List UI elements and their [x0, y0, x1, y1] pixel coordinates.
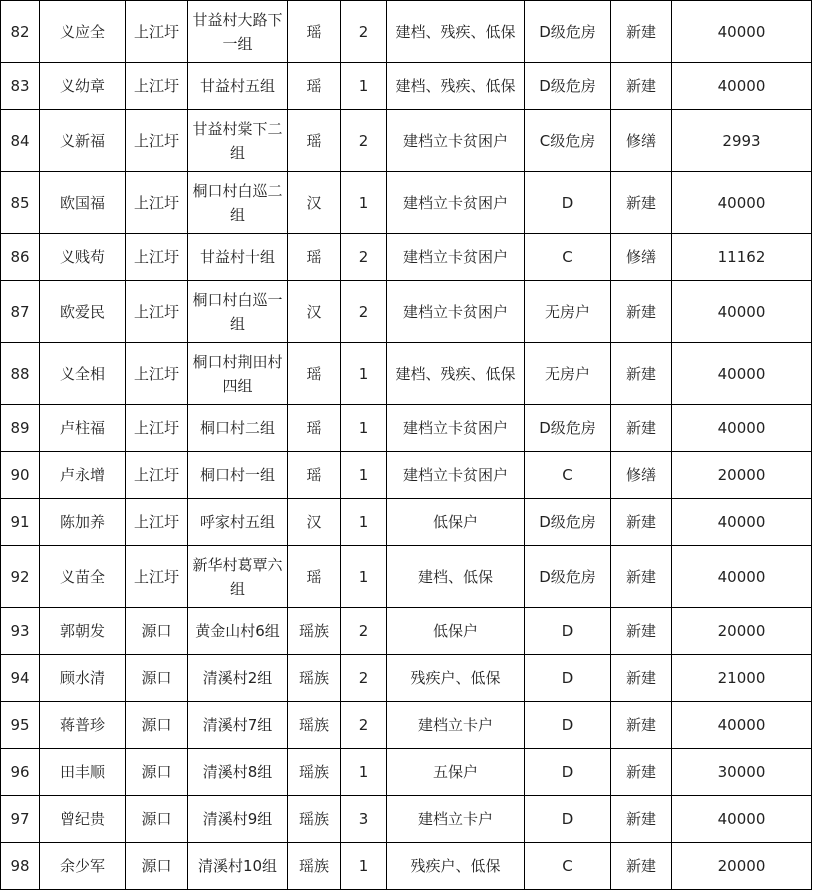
town-cell: 上江圩	[126, 1, 188, 63]
method-cell: 新建	[611, 796, 672, 843]
village-cell: 桐口村白巡二组	[188, 172, 288, 234]
ethnicity-cell: 汉	[288, 499, 341, 546]
name-cell: 卢永增	[40, 452, 126, 499]
village-cell: 桐口村荆田村四组	[188, 343, 288, 405]
town-cell: 上江圩	[126, 234, 188, 281]
table-row	[1, 234, 812, 281]
row-number: 96	[1, 749, 40, 796]
table-row	[1, 702, 812, 749]
household-size-cell: 3	[341, 796, 387, 843]
town-cell: 源口	[126, 702, 188, 749]
ethnicity-cell: 瑶族	[288, 843, 341, 890]
name-cell: 陈加养	[40, 499, 126, 546]
amount-cell: 2993	[672, 110, 812, 172]
town-cell: 源口	[126, 655, 188, 702]
ethnicity-cell: 瑶	[288, 1, 341, 63]
method-cell: 新建	[611, 405, 672, 452]
name-cell: 郭朝发	[40, 608, 126, 655]
category-cell: 建档立卡户	[387, 702, 525, 749]
house-level-cell: D级危房	[525, 63, 611, 110]
village-cell: 甘益村十组	[188, 234, 288, 281]
household-size-cell: 2	[341, 110, 387, 172]
name-cell: 义幼章	[40, 63, 126, 110]
village-cell: 甘益村棠下二组	[188, 110, 288, 172]
amount-cell: 20000	[672, 843, 812, 890]
town-cell: 源口	[126, 843, 188, 890]
town-cell: 上江圩	[126, 405, 188, 452]
amount-cell: 40000	[672, 546, 812, 608]
ethnicity-cell: 瑶	[288, 343, 341, 405]
town-cell: 源口	[126, 608, 188, 655]
household-size-cell: 2	[341, 608, 387, 655]
row-number: 98	[1, 843, 40, 890]
town-cell: 源口	[126, 749, 188, 796]
ethnicity-cell: 瑶	[288, 546, 341, 608]
row-number: 92	[1, 546, 40, 608]
category-cell: 残疾户、低保	[387, 843, 525, 890]
house-level-cell: D	[525, 172, 611, 234]
ethnicity-cell: 瑶族	[288, 796, 341, 843]
amount-cell: 20000	[672, 452, 812, 499]
method-cell: 新建	[611, 63, 672, 110]
row-number: 97	[1, 796, 40, 843]
household-size-cell: 1	[341, 546, 387, 608]
table-row	[1, 110, 812, 172]
category-cell: 建档、残疾、低保	[387, 63, 525, 110]
village-cell: 清溪村2组	[188, 655, 288, 702]
household-size-cell: 1	[341, 172, 387, 234]
house-level-cell: D	[525, 796, 611, 843]
method-cell: 新建	[611, 608, 672, 655]
house-level-cell: C	[525, 452, 611, 499]
town-cell: 上江圩	[126, 452, 188, 499]
table-row	[1, 546, 812, 608]
ethnicity-cell: 瑶	[288, 63, 341, 110]
household-size-cell: 2	[341, 1, 387, 63]
row-number: 93	[1, 608, 40, 655]
town-cell: 上江圩	[126, 343, 188, 405]
method-cell: 新建	[611, 749, 672, 796]
row-number: 94	[1, 655, 40, 702]
table-row	[1, 172, 812, 234]
table-row	[1, 749, 812, 796]
town-cell: 上江圩	[126, 63, 188, 110]
village-cell: 清溪村10组	[188, 843, 288, 890]
house-level-cell: D级危房	[525, 1, 611, 63]
table-row	[1, 452, 812, 499]
house-level-cell: D级危房	[525, 499, 611, 546]
category-cell: 建档立卡贫困户	[387, 405, 525, 452]
table-row	[1, 796, 812, 843]
village-cell: 桐口村白巡一组	[188, 281, 288, 343]
name-cell: 义新福	[40, 110, 126, 172]
household-size-cell: 1	[341, 749, 387, 796]
method-cell: 修缮	[611, 452, 672, 499]
village-cell: 桐口村二组	[188, 405, 288, 452]
house-level-cell: D	[525, 608, 611, 655]
name-cell: 欧爱民	[40, 281, 126, 343]
row-number: 83	[1, 63, 40, 110]
table-row	[1, 843, 812, 890]
household-size-cell: 1	[341, 343, 387, 405]
row-number: 86	[1, 234, 40, 281]
method-cell: 新建	[611, 702, 672, 749]
name-cell: 曾纪贵	[40, 796, 126, 843]
category-cell: 建档立卡贫困户	[387, 110, 525, 172]
house-level-cell: D级危房	[525, 405, 611, 452]
amount-cell: 40000	[672, 796, 812, 843]
row-number: 90	[1, 452, 40, 499]
ethnicity-cell: 汉	[288, 172, 341, 234]
household-size-cell: 1	[341, 499, 387, 546]
village-cell: 清溪村9组	[188, 796, 288, 843]
amount-cell: 11162	[672, 234, 812, 281]
category-cell: 建档立卡贫困户	[387, 172, 525, 234]
ethnicity-cell: 汉	[288, 281, 341, 343]
house-level-cell: D级危房	[525, 546, 611, 608]
amount-cell: 40000	[672, 343, 812, 405]
category-cell: 残疾户、低保	[387, 655, 525, 702]
ethnicity-cell: 瑶族	[288, 702, 341, 749]
name-cell: 蒋普珍	[40, 702, 126, 749]
amount-cell: 40000	[672, 499, 812, 546]
village-cell: 清溪村8组	[188, 749, 288, 796]
method-cell: 新建	[611, 1, 672, 63]
row-number: 88	[1, 343, 40, 405]
category-cell: 五保户	[387, 749, 525, 796]
ethnicity-cell: 瑶族	[288, 608, 341, 655]
category-cell: 建档、残疾、低保	[387, 1, 525, 63]
amount-cell: 40000	[672, 1, 812, 63]
house-level-cell: C	[525, 234, 611, 281]
table-body	[1, 1, 812, 890]
village-cell: 新华村葛覃六组	[188, 546, 288, 608]
row-number: 91	[1, 499, 40, 546]
amount-cell: 30000	[672, 749, 812, 796]
village-cell: 清溪村7组	[188, 702, 288, 749]
name-cell: 义全相	[40, 343, 126, 405]
name-cell: 义苗全	[40, 546, 126, 608]
amount-cell: 40000	[672, 281, 812, 343]
table-row	[1, 63, 812, 110]
house-level-cell: D	[525, 655, 611, 702]
amount-cell: 40000	[672, 702, 812, 749]
house-level-cell: C级危房	[525, 110, 611, 172]
row-number: 89	[1, 405, 40, 452]
method-cell: 修缮	[611, 234, 672, 281]
household-size-cell: 1	[341, 63, 387, 110]
category-cell: 低保户	[387, 608, 525, 655]
method-cell: 新建	[611, 843, 672, 890]
village-cell: 桐口村一组	[188, 452, 288, 499]
category-cell: 建档立卡贫困户	[387, 234, 525, 281]
method-cell: 新建	[611, 655, 672, 702]
amount-cell: 40000	[672, 405, 812, 452]
town-cell: 上江圩	[126, 281, 188, 343]
amount-cell: 20000	[672, 608, 812, 655]
household-size-cell: 2	[341, 234, 387, 281]
name-cell: 卢柱福	[40, 405, 126, 452]
name-cell: 顾水清	[40, 655, 126, 702]
row-number: 84	[1, 110, 40, 172]
category-cell: 建档立卡贫困户	[387, 281, 525, 343]
table-row	[1, 343, 812, 405]
table-row	[1, 608, 812, 655]
method-cell: 新建	[611, 499, 672, 546]
house-level-cell: C	[525, 843, 611, 890]
town-cell: 上江圩	[126, 499, 188, 546]
household-size-cell: 1	[341, 452, 387, 499]
house-level-cell: 无房户	[525, 343, 611, 405]
method-cell: 新建	[611, 343, 672, 405]
name-cell: 义贱苟	[40, 234, 126, 281]
method-cell: 修缮	[611, 110, 672, 172]
name-cell: 余少军	[40, 843, 126, 890]
name-cell: 义应全	[40, 1, 126, 63]
town-cell: 上江圩	[126, 172, 188, 234]
household-size-cell: 1	[341, 405, 387, 452]
ethnicity-cell: 瑶族	[288, 655, 341, 702]
town-cell: 源口	[126, 796, 188, 843]
village-cell: 黄金山村6组	[188, 608, 288, 655]
category-cell: 建档立卡贫困户	[387, 452, 525, 499]
amount-cell: 40000	[672, 172, 812, 234]
name-cell: 欧国福	[40, 172, 126, 234]
ethnicity-cell: 瑶族	[288, 749, 341, 796]
category-cell: 建档、低保	[387, 546, 525, 608]
method-cell: 新建	[611, 281, 672, 343]
row-number: 85	[1, 172, 40, 234]
name-cell: 田丰顺	[40, 749, 126, 796]
table-row	[1, 1, 812, 63]
category-cell: 建档立卡户	[387, 796, 525, 843]
row-number: 87	[1, 281, 40, 343]
category-cell: 建档、残疾、低保	[387, 343, 525, 405]
amount-cell: 21000	[672, 655, 812, 702]
house-level-cell: 无房户	[525, 281, 611, 343]
house-level-cell: D	[525, 749, 611, 796]
amount-cell: 40000	[672, 63, 812, 110]
row-number: 95	[1, 702, 40, 749]
method-cell: 新建	[611, 546, 672, 608]
ethnicity-cell: 瑶	[288, 234, 341, 281]
household-size-cell: 1	[341, 843, 387, 890]
table-row	[1, 499, 812, 546]
village-cell: 呼家村五组	[188, 499, 288, 546]
town-cell: 上江圩	[126, 110, 188, 172]
household-size-cell: 2	[341, 655, 387, 702]
method-cell: 新建	[611, 172, 672, 234]
village-cell: 甘益村大路下一组	[188, 1, 288, 63]
house-level-cell: D	[525, 702, 611, 749]
ethnicity-cell: 瑶	[288, 110, 341, 172]
village-cell: 甘益村五组	[188, 63, 288, 110]
household-size-cell: 2	[341, 702, 387, 749]
row-number: 82	[1, 1, 40, 63]
table-row	[1, 281, 812, 343]
table-row	[1, 405, 812, 452]
ethnicity-cell: 瑶	[288, 452, 341, 499]
household-size-cell: 2	[341, 281, 387, 343]
table-row	[1, 655, 812, 702]
category-cell: 低保户	[387, 499, 525, 546]
ethnicity-cell: 瑶	[288, 405, 341, 452]
town-cell: 上江圩	[126, 546, 188, 608]
